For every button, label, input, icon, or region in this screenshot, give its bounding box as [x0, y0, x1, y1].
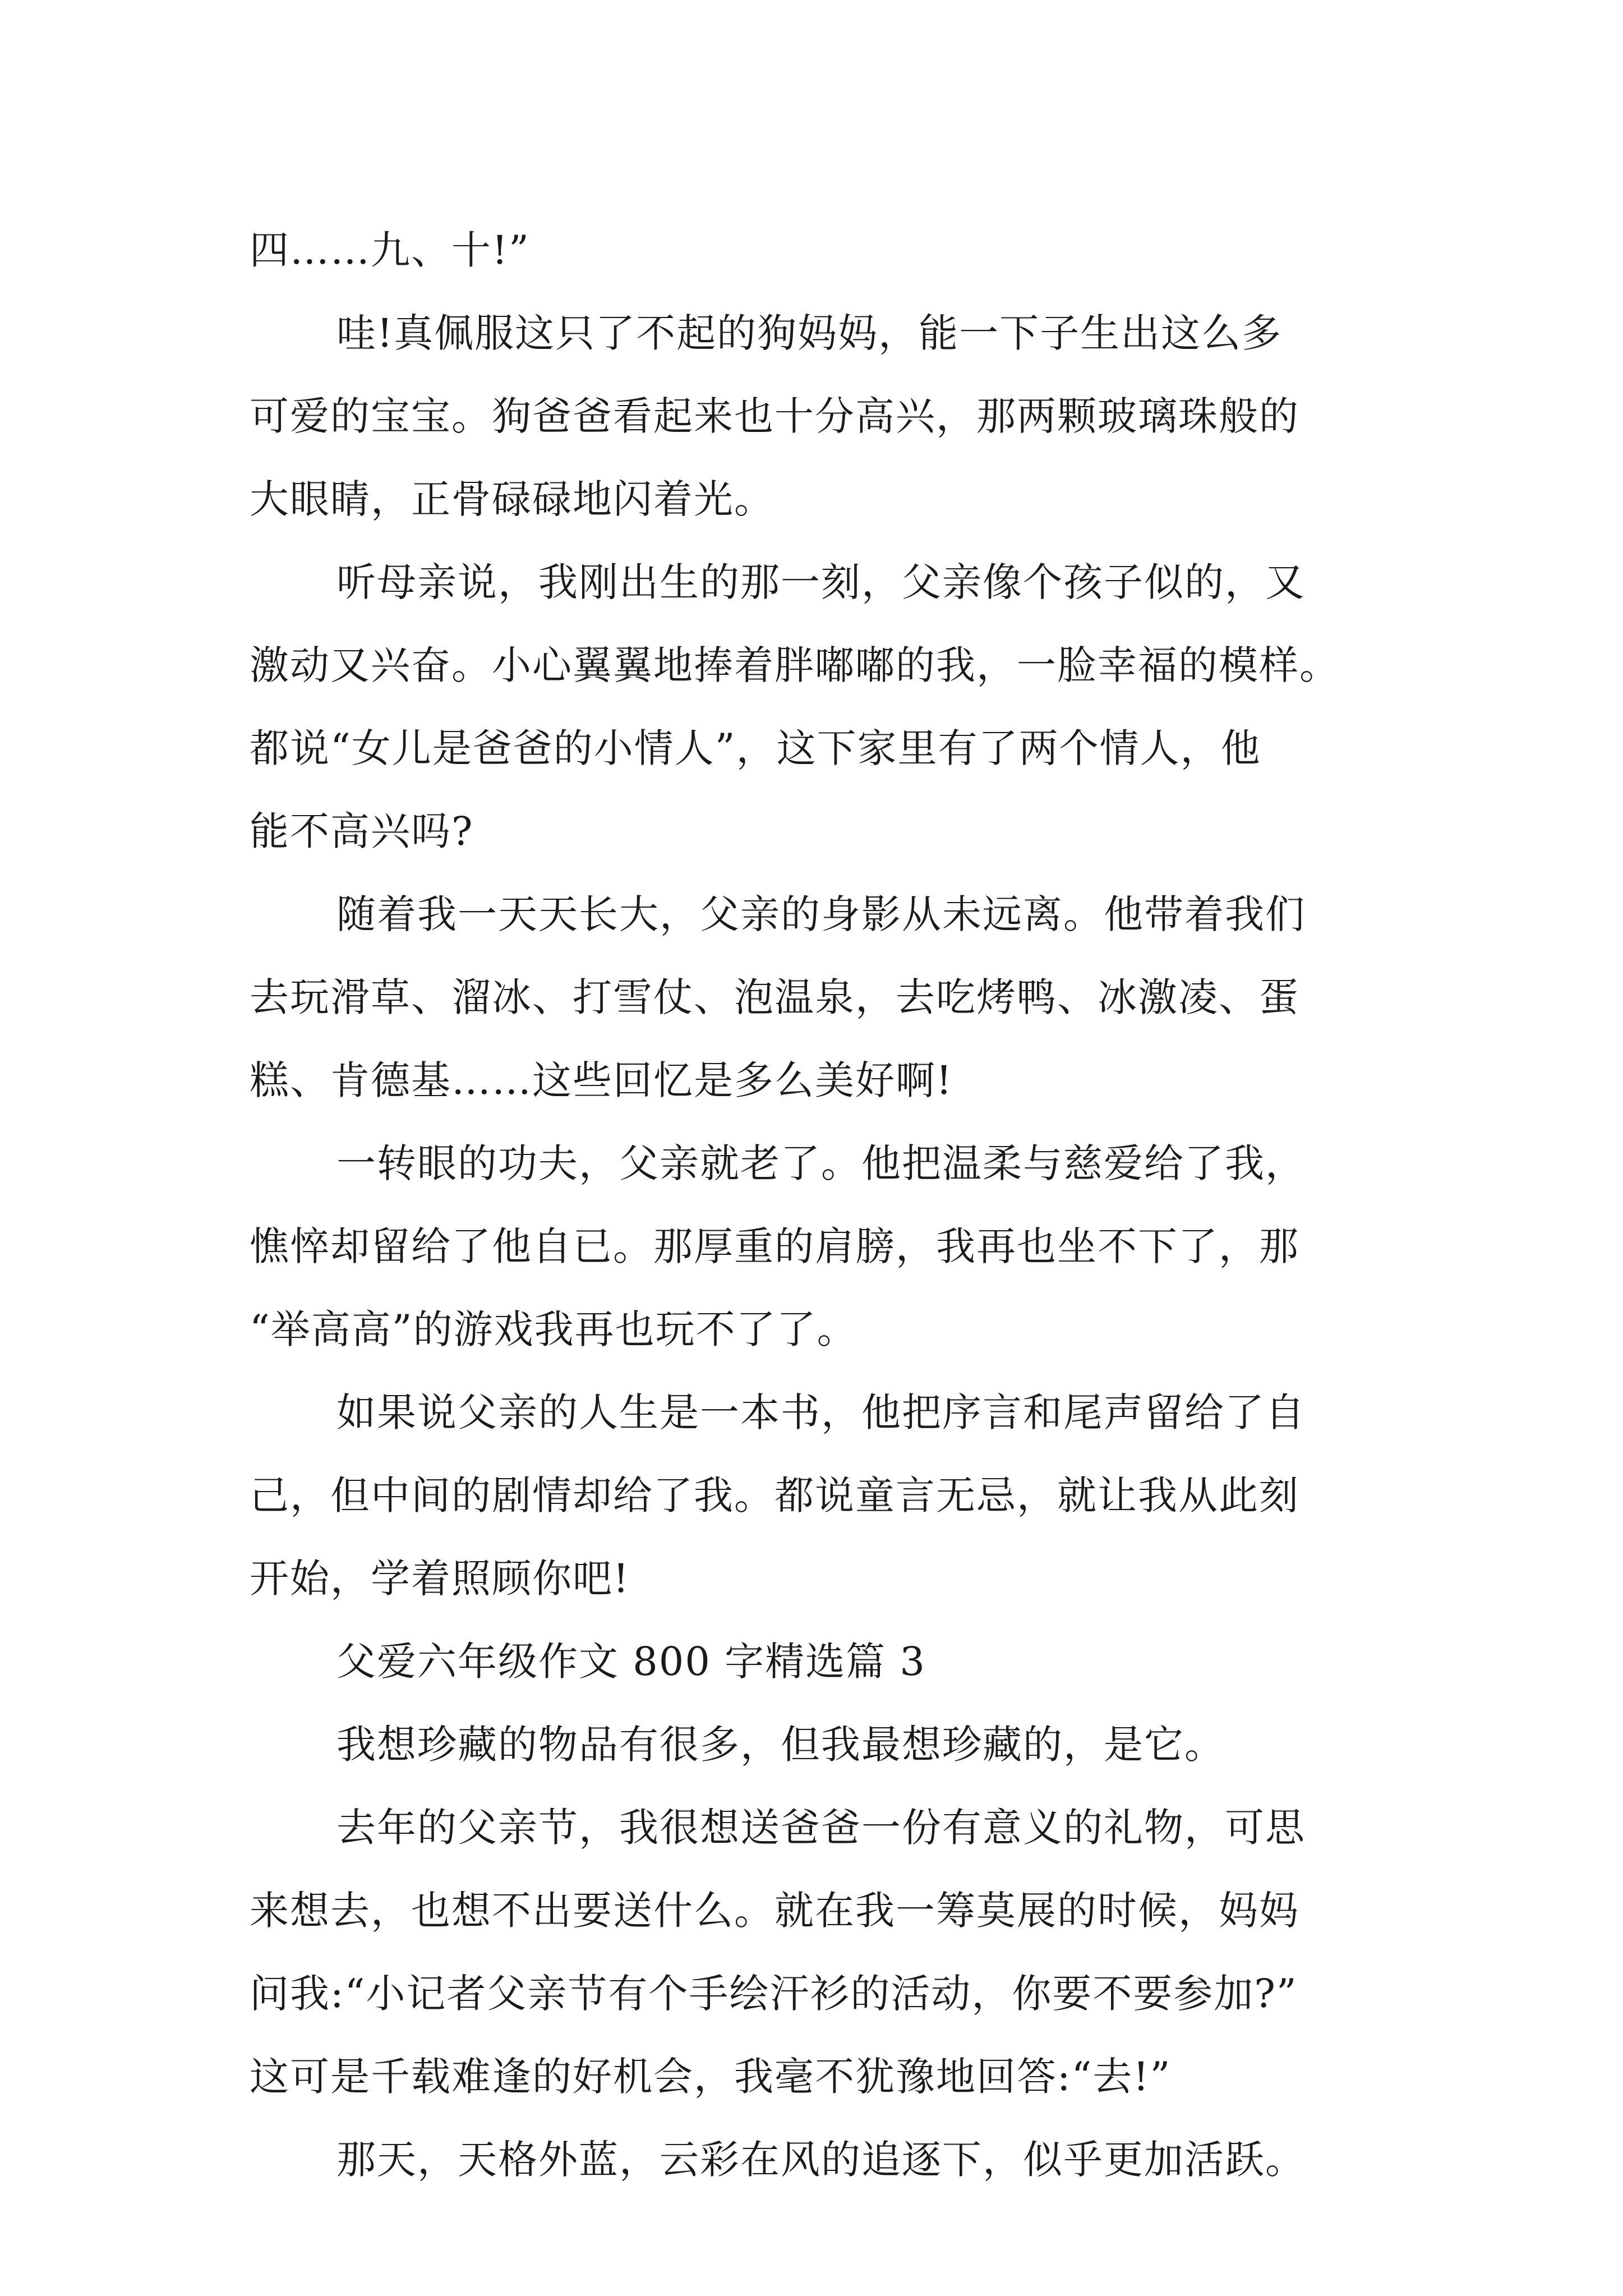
document-body	[250, 209, 1422, 2201]
text-line: 激动又兴奋。小心翼翼地捧着胖嘟嘟的我，一脸幸福的模样。	[250, 642, 1340, 688]
text-line: 问我:“小记者父亲节有个手绘汗衫的活动，你要不要参加?”	[250, 1971, 1298, 2017]
paragraph-start-line: 如果说父亲的人生是一本书，他把序言和尾声留给了自	[336, 1389, 1306, 1435]
text-line: 去玩滑草、溜冰、打雪仗、泡温泉，去吃烤鸭、冰激凌、蛋	[250, 974, 1299, 1020]
paragraph-start-line: 我想珍藏的物品有很多，但我最想珍藏的，是它。	[336, 1722, 1225, 1768]
paragraph-start-line: 那天，天格外蓝，云彩在风的追逐下，似乎更加活跃。	[336, 2137, 1306, 2183]
text-line: 都说“女儿是爸爸的小情人”，这下家里有了两个情人，他	[250, 725, 1261, 771]
text-line: 大眼睛，正骨碌碌地闪着光。	[250, 476, 774, 522]
paragraph-start-line: 一转眼的功夫，父亲就老了。他把温柔与慈爱给了我，	[336, 1140, 1306, 1186]
text-line: 可爱的宝宝。狗爸爸看起来也十分高兴，那两颗玻璃珠般的	[250, 393, 1299, 439]
text-line: 四……九、十!”	[250, 227, 530, 273]
text-line: 己，但中间的剧情却给了我。都说童言无忌，就让我从此刻	[250, 1473, 1299, 1519]
paragraph-start-line: 哇!真佩服这只了不起的狗妈妈，能一下子生出这么多	[336, 310, 1283, 356]
text-line: 糕、肯德基……这些回忆是多么美好啊!	[250, 1057, 953, 1103]
text-line: 能不高兴吗?	[250, 808, 474, 854]
text-line: “举高高”的游戏我再也玩不了了。	[250, 1306, 857, 1352]
paragraph-start-line: 听母亲说，我刚出生的那一刻，父亲像个孩子似的，又	[336, 559, 1306, 605]
paragraph-start-line: 随着我一天天长大，父亲的身影从未远离。他带着我们	[336, 891, 1306, 937]
text-line: 来想去，也想不出要送什么。就在我一筹莫展的时候，妈妈	[250, 1888, 1299, 1934]
text-line: 这可是千载难逢的好机会，我毫不犹豫地回答:“去!”	[250, 2054, 1172, 2100]
text-line: 开始，学着照顾你吧!	[250, 1556, 630, 1602]
paragraph-start-line: 去年的父亲节，我很想送爸爸一份有意义的礼物，可思	[336, 1805, 1306, 1851]
text-line: 憔悴却留给了他自已。那厚重的肩膀，我再也坐不下了，那	[250, 1223, 1299, 1269]
section-heading: 父爱六年级作文 800 字精选篇 3	[336, 1639, 926, 1685]
